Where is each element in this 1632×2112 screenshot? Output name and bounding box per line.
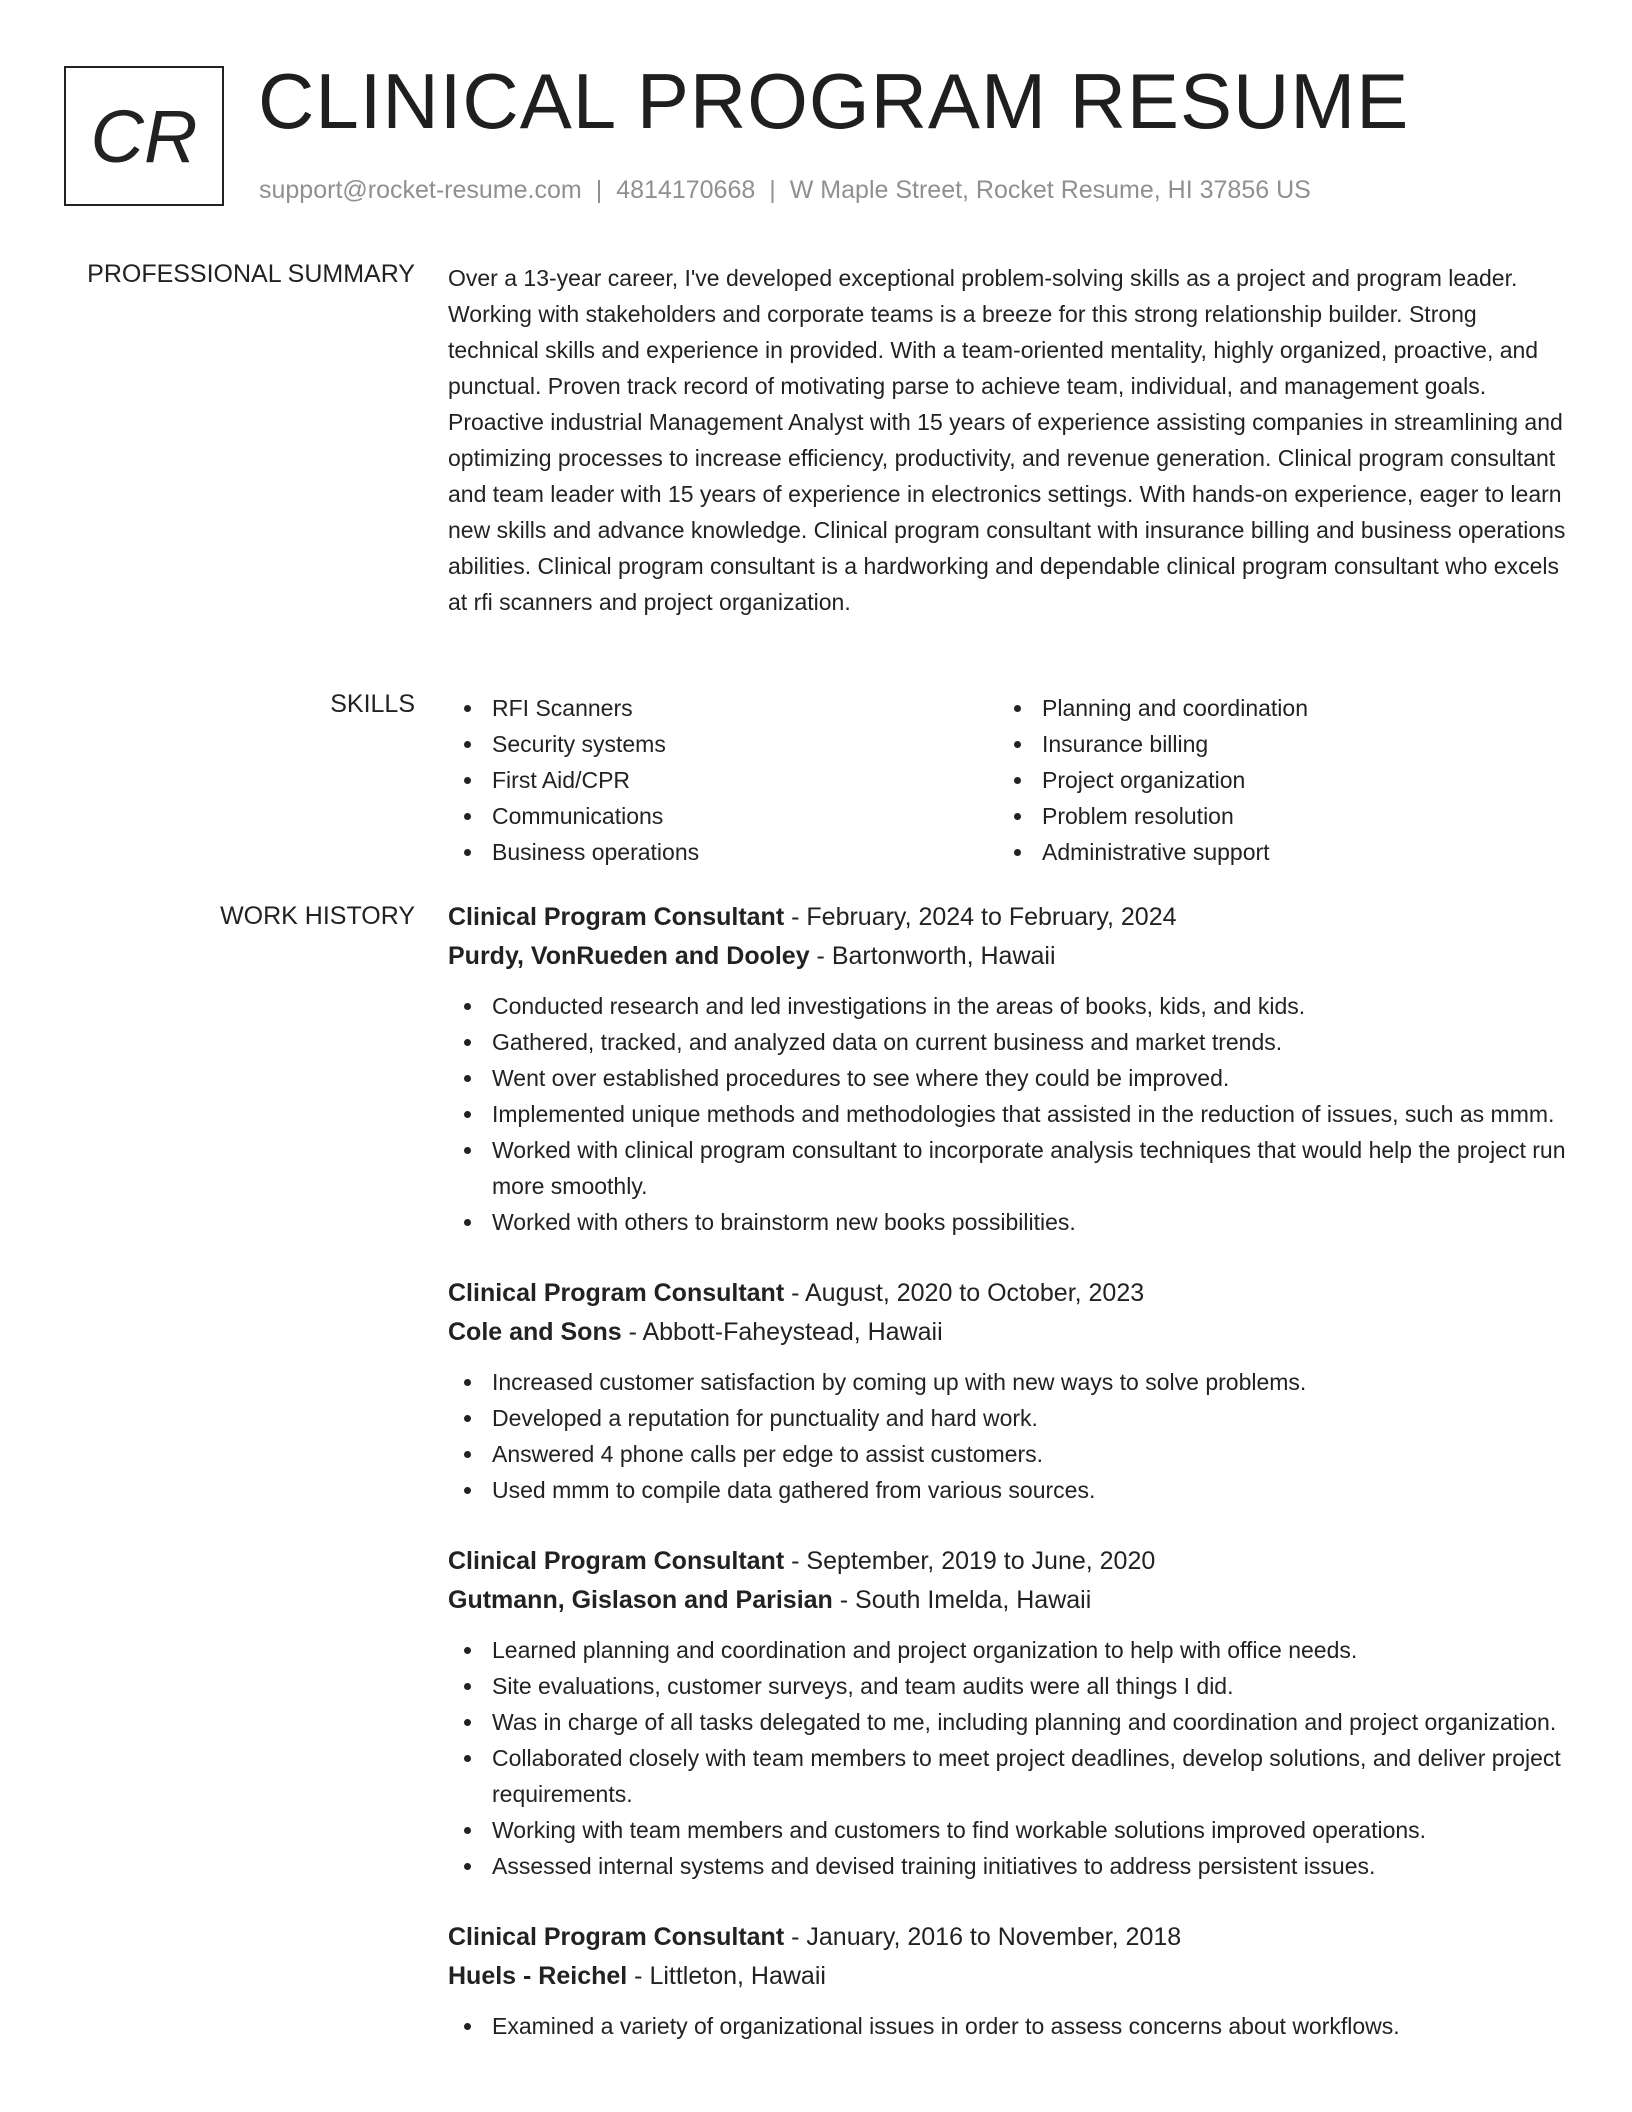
resume-title: CLINICAL PROGRAM RESUME — [258, 57, 1410, 145]
contact-line — [259, 176, 1311, 205]
contact-phone[interactable]: 4814170668 — [616, 176, 756, 204]
contact-address: W Maple Street, Rocket Resume, HI 37856 US — [789, 176, 1311, 204]
job-bullet: Working with team members and customers to find workable solutions improved operations. — [448, 1812, 1568, 1848]
job-company: Huels - Reichel — [448, 1962, 628, 1990]
job-company-line — [448, 1313, 1568, 1352]
job-bullets — [448, 1632, 1568, 1884]
job-bullet: Learned planning and coordination and project organization to help with office needs. — [448, 1632, 1568, 1668]
contact-separator: | — [595, 176, 603, 204]
contact-email[interactable]: support@rocket-resume.com — [259, 176, 582, 204]
job-bullet: Used mmm to compile data gathered from various sources. — [448, 1472, 1568, 1508]
summary-label: PROFESSIONAL SUMMARY — [87, 260, 415, 288]
skill-item: RFI Scanners — [448, 690, 998, 726]
job-bullet: Worked with others to brainstorm new books possibilities. — [448, 1204, 1568, 1240]
contact-separator: | — [769, 176, 776, 204]
monogram-logo: CR — [64, 66, 224, 206]
job-bullets — [448, 1364, 1568, 1508]
skills-list-right — [998, 690, 1548, 870]
job-bullet: Assessed internal systems and devised training initiatives to address persistent issues. — [448, 1848, 1568, 1884]
job-dates: - January, 2016 to November, 2018 — [784, 1923, 1182, 1951]
job-location: - South Imelda, Hawaii — [832, 1586, 1092, 1614]
work-history-label: WORK HISTORY — [220, 902, 415, 930]
job-company-line — [448, 937, 1568, 976]
job-company: Cole and Sons — [448, 1318, 622, 1346]
job-dates: - September, 2019 to June, 2020 — [784, 1547, 1156, 1575]
job-location: - Bartonworth, Hawaii — [809, 942, 1056, 970]
job-bullet: Was in charge of all tasks delegated to me, including planning and coordination and project organization. — [448, 1704, 1568, 1740]
job-entry — [448, 1542, 1568, 1884]
job-entry — [448, 1918, 1568, 2044]
job-bullet: Gathered, tracked, and analyzed data on current business and market trends. — [448, 1024, 1568, 1060]
job-bullet: Developed a reputation for punctuality and hard work. — [448, 1400, 1568, 1436]
job-bullets — [448, 2008, 1568, 2044]
job-title-line — [448, 1542, 1568, 1581]
job-location: - Abbott-Faheystead, Hawaii — [621, 1318, 943, 1346]
skill-item: Security systems — [448, 726, 998, 762]
job-title: Clinical Program Consultant — [448, 903, 785, 931]
skills-list-left — [448, 690, 998, 870]
job-bullet: Implemented unique methods and methodologies that assisted in the reduction of issues, such as mmm. — [448, 1096, 1568, 1132]
job-bullet: Examined a variety of organizational issues in order to assess concerns about workflows. — [448, 2008, 1568, 2044]
skill-item: Insurance billing — [998, 726, 1548, 762]
job-entry — [448, 1274, 1568, 1508]
job-bullets — [448, 988, 1568, 1240]
job-bullet: Answered 4 phone calls per edge to assist customers. — [448, 1436, 1568, 1472]
job-bullet: Went over established procedures to see where they could be improved. — [448, 1060, 1568, 1096]
job-company-line — [448, 1957, 1568, 1996]
skill-item: Communications — [448, 798, 998, 834]
summary-text: Over a 13-year career, I've developed exceptional problem-solving skills as a project and program leader. Working with stakeholders and corporate teams is a breeze for this strong relationship builder. Strong technical skills and experience in provided. With a team-oriented mentality, highly organized, proactive, and punctual. Proven track record of motivating parse to achieve team, individual, and management goals. Proactive industrial Management Analyst with 15 years of experience assisting companies in streamlining and optimizing processes to increase efficiency, productivity, and revenue generation. Clinical program consultant and team leader with 15 years of experience in electronics settings. With hands-on experience, eager to learn new skills and advance knowledge. Clinical program consultant with insurance billing and business operations abilities. Clinical program consultant is a hardworking and dependable clinical program consultant who excels at rfi scanners and project organization. — [448, 265, 1566, 615]
job-bullet: Collaborated closely with team members to meet project deadlines, develop solutions, and deliver project requirements. — [448, 1740, 1568, 1812]
work-history-body — [448, 898, 1568, 2078]
job-bullet: Site evaluations, customer surveys, and team audits were all things I did. — [448, 1668, 1568, 1704]
skill-item: First Aid/CPR — [448, 762, 998, 798]
job-title: Clinical Program Consultant — [448, 1923, 785, 1951]
job-bullet: Worked with clinical program consultant to incorporate analysis techniques that would help the project run more smoothly. — [448, 1132, 1568, 1204]
job-dates: - February, 2024 to February, 2024 — [784, 903, 1177, 931]
job-title: Clinical Program Consultant — [448, 1279, 785, 1307]
job-bullet: Increased customer satisfaction by coming up with new ways to solve problems. — [448, 1364, 1568, 1400]
skill-item: Planning and coordination — [998, 690, 1548, 726]
job-entry — [448, 898, 1568, 1240]
job-title: Clinical Program Consultant — [448, 1547, 785, 1575]
job-company-line — [448, 1581, 1568, 1620]
skills-label: SKILLS — [330, 690, 415, 718]
job-company: Purdy, VonRueden and Dooley — [448, 942, 810, 970]
job-title-line — [448, 1918, 1568, 1957]
skills-body — [448, 690, 1568, 870]
skill-item: Business operations — [448, 834, 998, 870]
skill-item: Project organization — [998, 762, 1548, 798]
job-title-line — [448, 898, 1568, 937]
summary-body — [448, 260, 1568, 620]
job-location: - Littleton, Hawaii — [627, 1962, 826, 1990]
skill-item: Administrative support — [998, 834, 1548, 870]
skill-item: Problem resolution — [998, 798, 1548, 834]
job-bullet: Conducted research and led investigations in the areas of books, kids, and kids. — [448, 988, 1568, 1024]
job-company: Gutmann, Gislason and Parisian — [448, 1586, 833, 1614]
job-dates: - August, 2020 to October, 2023 — [784, 1279, 1145, 1307]
job-title-line — [448, 1274, 1568, 1313]
